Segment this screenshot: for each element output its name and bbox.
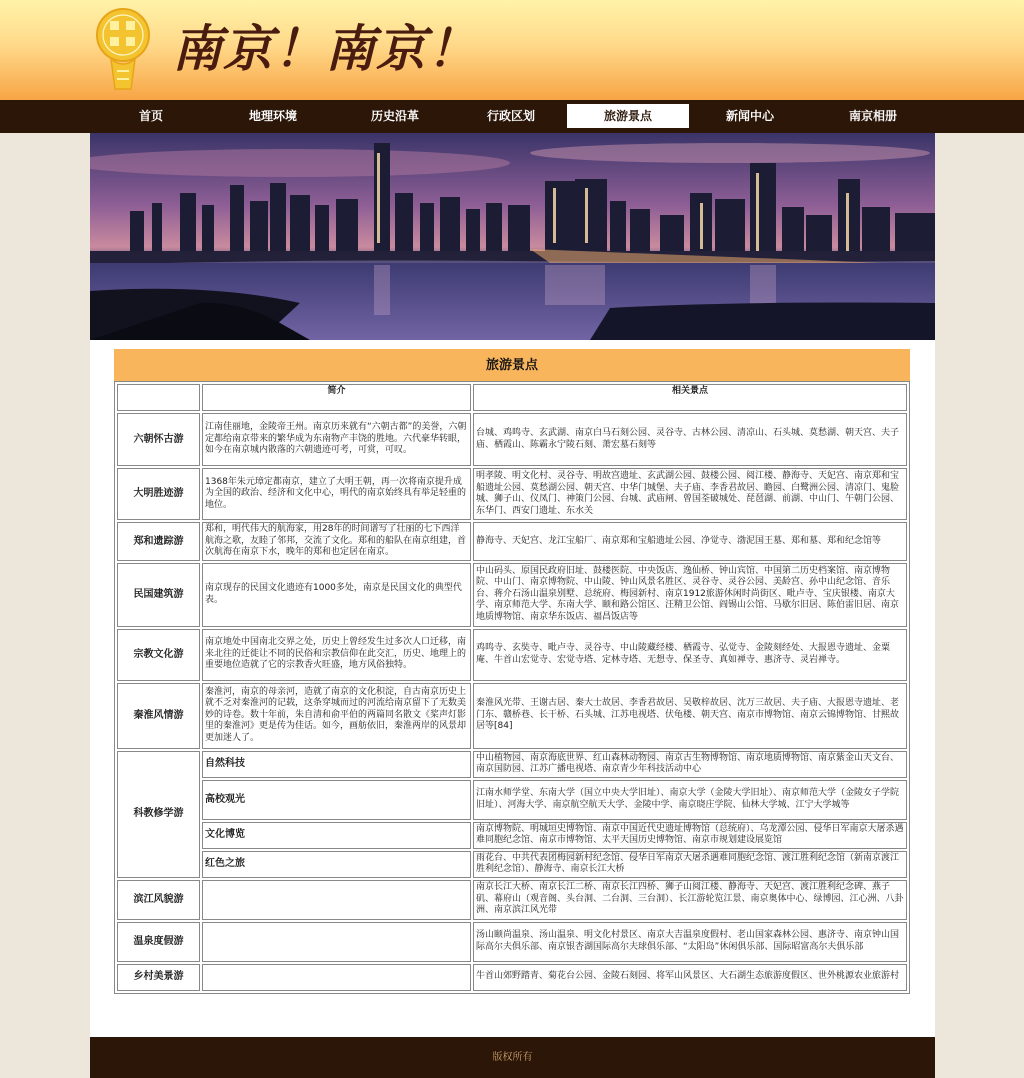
row-category: 乡村美景游 [117, 964, 200, 991]
nav-item-album[interactable]: 南京相册 [848, 109, 897, 123]
nav-item-history[interactable]: 历史沿革 [370, 109, 419, 123]
row-spots: 台城、鸡鸣寺、玄武湖、南京白马石刻公园、灵谷寺、古林公园、清凉山、石头城、莫愁湖、朝天宫、夫子庙、栖霞山、陈霸永宁陵石刻、萧宏墓石刻等 [473, 413, 907, 466]
row-category: 滨江风貌游 [117, 880, 200, 920]
row-spots: 明孝陵、明文化村、灵谷寺、明故宫遗址、玄武湖公园、鼓楼公园、阅江楼、静海寺、天妃宫、南京郑和宝船遗址公园、莫愁湖公园、朝天宫、中华门城堡、夫子庙、李香君故居、瞻园、白鹭洲公园、清凉门、鬼脸城、狮子山、仪凤门、神策门公园、台城、武庙闸、曾国荃破城处、琵琶湖、前湖、中山门、午朝门公园、东华门、西安门遗址、东水关 [473, 468, 907, 520]
row-spots: 中山码头、原国民政府旧址、鼓楼医院、中央饭店、逸仙桥、钟山宾馆、中国第二历史档案馆、南京博物院、中山门、南京博物院、中山陵、钟山风景名胜区、灵谷寺、灵谷公园、美龄宫、孙中山纪念馆、音乐台、蒋介石汤山温泉别墅、总统府、梅园新村、南京1912旅游休闲时尚街区、毗卢寺、宝庆银楼、南京大学、南京师范大学、东南大学、颐和路公馆区、汪精卫公馆、阎锡山公馆、马歇尔旧居、陈伯雷旧居、南京地质博物馆、南京华东饭店、福昌饭店等 [473, 563, 907, 627]
row-spots: 江南水师学堂、东南大学（国立中央大学旧址）、南京大学（金陵大学旧址）、南京师范大学（金陵女子学院旧址）、河海大学、南京航空航天大学、金陵中学、南京晓庄学院、仙林大学城、江宁大学城等 [473, 780, 907, 820]
nav-item-geography[interactable]: 地理环境 [248, 109, 297, 123]
table-row [117, 563, 907, 627]
row-spots: 秦淮风光带、王谢古居、秦大士故居、李香君故居、吴敬梓故居、沈万三故居、夫子庙、大报恩寺遗址、老门东、赣桥巷、长干桥、石头城、江苏电视塔、伏龟楼、朝天宫、南京市博物馆、南京云锦博物馆、甘熙故居等[84] [473, 683, 907, 749]
table-row [117, 851, 907, 878]
table-row [117, 683, 907, 749]
copyright-text: 版权所有 [492, 1052, 533, 1063]
row-category: 民国建筑游 [117, 563, 200, 627]
main-content [90, 340, 935, 1037]
row-spots: 南京长江大桥、南京长江二桥、南京长江四桥、狮子山阅江楼、静海寺、天妃宫、渡江胜利纪念碑、燕子矶、幕府山（观音阁、头台洞、二台洞、三台洞）、长江游轮览江景、南京奥体中心、绿博园、江心洲、八卦洲、南京滨江风光带 [473, 880, 907, 920]
table-row [117, 751, 907, 778]
table-row [117, 822, 907, 849]
sub-category-label: 自然科技 [202, 751, 471, 778]
table-row [117, 522, 907, 561]
table-row [117, 468, 907, 520]
row-spots: 雨花台、中共代表团梅园新村纪念馆、侵华日军南京大屠杀遇难同胞纪念馆、渡江胜利纪念馆（新南京渡江胜利纪念馆）、静海寺、南京长江大桥 [473, 851, 907, 878]
column-header-spots: 相关景点 [473, 384, 907, 411]
logo[interactable] [93, 5, 153, 93]
row-intro: 南京现存的民国文化遗迹有1000多处，南京是民国文化的典型代表。 [202, 563, 471, 627]
nav-item-news[interactable]: 新闻中心 [725, 109, 774, 123]
table-header-row [117, 384, 907, 411]
column-header-category [117, 384, 200, 411]
row-spots: 汤山颐尚温泉、汤山温泉、明文化村景区、南京大吉温泉度假村、老山国家森林公园、惠济寺、南京钟山国际高尔夫俱乐部、南京银杏湖国际高尔夫球俱乐部、“太阳岛”休闲俱乐部、国际昭富高尔夫俱乐部 [473, 922, 907, 962]
row-intro [202, 922, 471, 962]
row-category: 郑和遗踪游 [117, 522, 200, 561]
row-spots: 鸡鸣寺、玄奘寺、毗卢寺、灵谷寺、中山陵藏经楼、栖霞寺、弘觉寺、金陵刻经处、大报恩寺遗址、金粟庵、牛首山宏觉寺、宏觉寺塔、定林寺塔、无想寺、保圣寺、真如禅寺、惠济寺、灵岩禅寺。 [473, 629, 907, 681]
row-intro [202, 964, 471, 991]
row-category: 宗教文化游 [117, 629, 200, 681]
site-header [0, 0, 1024, 100]
sub-category-label: 高校观光 [202, 780, 471, 820]
main-nav [0, 100, 1024, 133]
table-row [117, 413, 907, 466]
table-row [117, 880, 907, 920]
nav-item-home[interactable]: 首页 [138, 109, 163, 123]
nav-item-districts[interactable]: 行政区划 [486, 109, 535, 123]
table-row [117, 629, 907, 681]
nav-item-scenic-spots[interactable]: 旅游景点 [567, 104, 689, 128]
city-skyline-banner [90, 133, 935, 340]
row-intro: 1368年朱元璋定都南京，建立了大明王朝，再一次将南京提升成为全国的政治、经济和文化中心，明代的南京始终具有举足轻重的地位。 [202, 468, 471, 520]
row-category: 六朝怀古游 [117, 413, 200, 466]
site-footer [90, 1037, 935, 1078]
row-spots: 南京博物院、明城垣史博物馆、南京中国近代史遗址博物馆（总统府）、乌龙潭公园、侵华日军南京大屠杀遇难同胞纪念馆、南京市博物馆、太平天国历史博物馆、南京市规划建设展览馆 [473, 822, 907, 849]
scenic-spots-table [114, 381, 910, 994]
row-intro: 江南佳丽地，金陵帝王州。南京历来就有“六朝古都”的美誉，六朝定都给南京带来的繁华成为东南物产丰饶的胜地。六代豪华转眼，如今在南京城内散落的六朝遗迹可考，可赏，可叹。 [202, 413, 471, 466]
row-category: 科教修学游 [117, 751, 200, 878]
table-row [117, 780, 907, 820]
section-title: 旅游景点 [114, 349, 910, 382]
row-intro [202, 880, 471, 920]
row-intro: 秦淮河，南京的母亲河，造就了南京的文化积淀，自古南京历史上就不乏对秦淮河的记载，这条穿城而过的河流给南京留下了无数美妙的诗卷。数十年前，朱自清和俞平伯的两篇同名散文《桨声灯影里的秦淮河》更是传为佳话。如今，画舫依旧，秦淮两岸的风景却更加迷人了。 [202, 683, 471, 749]
table-row [117, 922, 907, 962]
row-category: 秦淮风情游 [117, 683, 200, 749]
sub-category-label: 红色之旅 [202, 851, 471, 878]
row-spots: 中山植物园、南京海底世界、红山森林动物园、南京古生物博物馆、南京地质博物馆、南京紫金山天文台、南京国防园、江苏广播电视塔、南京青少年科技活动中心 [473, 751, 907, 778]
sub-category-label: 文化博览 [202, 822, 471, 849]
site-title: 南京！南京！ [172, 19, 478, 78]
column-header-intro: 简介 [202, 384, 471, 411]
row-category: 大明胜迹游 [117, 468, 200, 520]
row-category: 温泉度假游 [117, 922, 200, 962]
row-intro: 南京地处中国南北交界之处，历史上曾经发生过多次人口迁移，南来北往的迁徙让不同的民俗和宗教信仰在此交汇，历史、地理上的重要地位造就了它的宗教香火旺盛，地方风俗独特。 [202, 629, 471, 681]
table-row [117, 964, 907, 991]
row-spots: 牛首山郊野踏青、菊花台公园、金陵石刻园、将军山风景区、大石湖生态旅游度假区、世外桃源农业旅游村 [473, 964, 907, 991]
row-intro: 郑和，明代伟大的航海家，用28年的时间谱写了壮丽的七下西洋航海之歌，友睦了邻邦，交流了文化。郑和的船队在南京组建，首次航海在南京下水，晚年的郑和也定居在南京。 [202, 522, 471, 561]
row-spots: 静海寺、天妃宫、龙江宝船厂、南京郑和宝船遗址公园、净觉寺、渤泥国王墓、郑和墓、郑和纪念馆等 [473, 522, 907, 561]
